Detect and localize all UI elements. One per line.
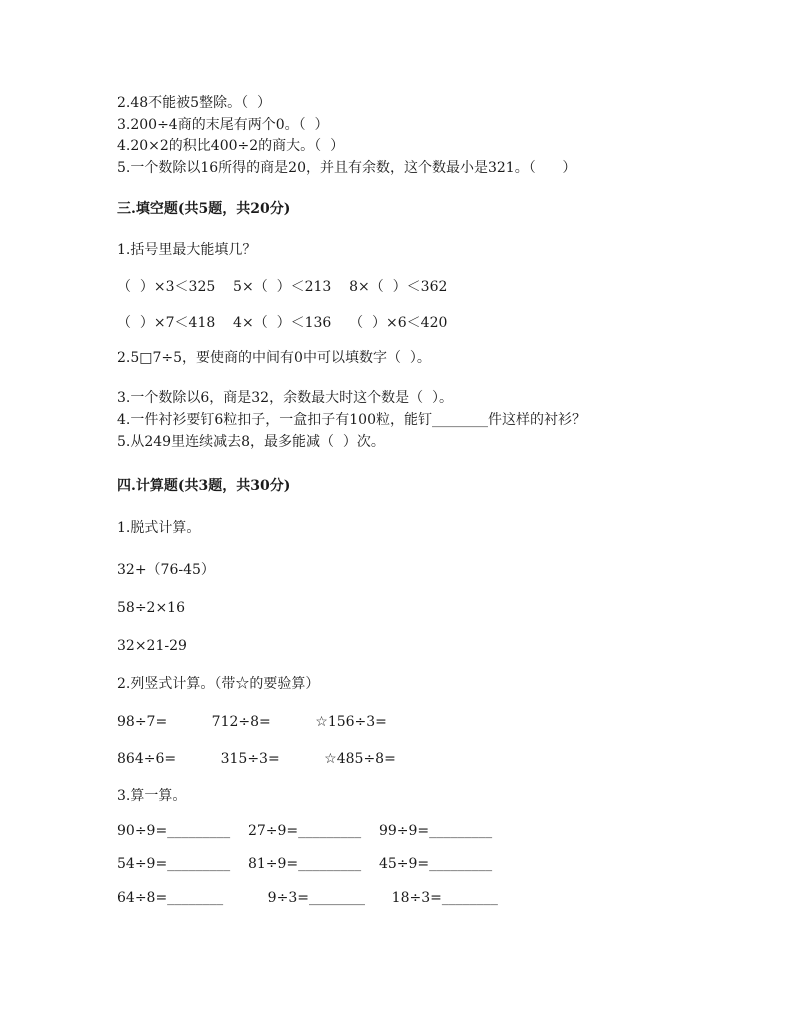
calc-question-3-row-1: 90÷9=_________ 27÷9=_________ 99÷9=_________ bbox=[117, 823, 493, 839]
calc-question-2-row-1: 98÷7= 712÷8= ☆156÷3= bbox=[117, 714, 387, 730]
fill-question-1-row-2: （ ）×7＜418 4×（ ）＜136 （ ）×6＜420 bbox=[117, 315, 448, 331]
calc-question-3: 3.算一算。 bbox=[117, 788, 187, 804]
section-3-heading: 三.填空题(共5题，共20分) bbox=[117, 201, 291, 217]
fill-question-5: 5.从249里连续减去8，最多能减（ ）次。 bbox=[117, 434, 385, 450]
calc-question-1-item-1: 32+（76-45） bbox=[117, 562, 215, 578]
judgement-item-3: 3.200÷4商的末尾有两个0。（ ） bbox=[117, 117, 329, 133]
calc-question-2-row-2: 864÷6= 315÷3= ☆485÷8= bbox=[117, 751, 396, 767]
calc-question-3-row-3: 64÷8=________ 9÷3=________ 18÷3=________ bbox=[117, 890, 498, 906]
fill-question-2: 2.5□7÷5，要使商的中间有0中可以填数字（ ）。 bbox=[117, 350, 431, 366]
calc-question-2: 2.列竖式计算。（带☆的要验算） bbox=[117, 676, 320, 692]
fill-question-1-row-1: （ ）×3＜325 5×（ ）＜213 8×（ ）＜362 bbox=[117, 279, 448, 295]
judgement-item-2: 2.48不能被5整除。（ ） bbox=[117, 95, 271, 111]
calc-question-1-item-2: 58÷2×16 bbox=[117, 600, 185, 616]
calc-question-1: 1.脱式计算。 bbox=[117, 520, 201, 536]
calc-question-3-row-2: 54÷9=_________ 81÷9=_________ 45÷9=_________ bbox=[117, 856, 493, 872]
judgement-item-4: 4.20×2的积比400÷2的商大。（ ） bbox=[117, 138, 345, 154]
fill-question-1: 1.括号里最大能填几？ bbox=[117, 242, 257, 258]
fill-question-3: 3.一个数除以6，商是32，余数最大时这个数是（ ）。 bbox=[117, 390, 453, 406]
judgement-item-5: 5.一个数除以16所得的商是20，并且有余数，这个数最小是321。（ ） bbox=[117, 160, 577, 176]
calc-question-1-item-3: 32×21-29 bbox=[117, 638, 187, 654]
section-4-heading: 四.计算题(共3题，共30分) bbox=[117, 478, 291, 494]
fill-question-4: 4.一件衬衫要钉6粒扣子，一盒扣子有100粒，能钉________件这样的衬衫？ bbox=[117, 412, 586, 428]
